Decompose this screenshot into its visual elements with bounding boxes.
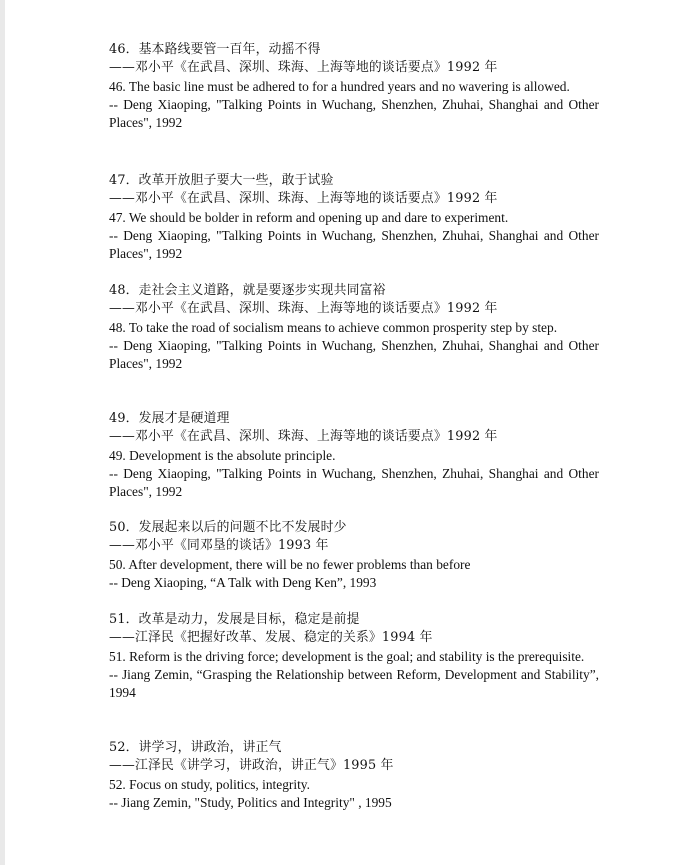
en-source: -- Deng Xiaoping, "Talking Points in Wuchang, Shenzhen, Zhuhai, Shanghai and Other Places", 1992 xyxy=(109,465,599,500)
en-source: -- Deng Xiaoping, "Talking Points in Wuchang, Shenzhen, Zhuhai, Shanghai and Other Places", 1992 xyxy=(109,337,599,372)
zh-title: 49．发展才是硬道理 xyxy=(109,411,230,426)
document-page xyxy=(5,0,693,865)
zh-source: ——邓小平《同邓垦的谈话》1993 年 xyxy=(109,538,329,554)
en-text: 50. After development, there will be no fewer problems than before xyxy=(109,556,471,572)
zh-source: ——江泽民《讲学习，讲政治，讲正气》1995 年 xyxy=(109,758,394,774)
en-text: 51. Reform is the driving force; development is the goal; and stability is the prerequisite. xyxy=(109,648,585,664)
zh-title: 52．讲学习，讲政治，讲正气 xyxy=(109,740,282,755)
en-text: 52. Focus on study, politics, integrity. xyxy=(109,776,310,792)
quote-entry-47 xyxy=(109,172,599,263)
zh-title: 47．改革开放胆子要大一些，敢于试验 xyxy=(109,173,334,188)
en-text: 46. The basic line must be adhered to for a hundred years and no wavering is allowed. xyxy=(109,78,570,94)
quote-entry-49 xyxy=(109,410,599,501)
zh-title: 46．基本路线要管一百年，动摇不得 xyxy=(109,42,321,57)
en-source: -- Jiang Zemin, “Grasping the Relationship between Reform, Development and Stability”, 1994 xyxy=(109,666,599,701)
zh-source: ——邓小平《在武昌、深圳、珠海、上海等地的谈话要点》1992 年 xyxy=(109,429,498,445)
en-source: -- Jiang Zemin, "Study, Politics and Integrity" , 1995 xyxy=(109,794,392,810)
en-source: -- Deng Xiaoping, “A Talk with Deng Ken”, 1993 xyxy=(109,574,377,590)
quote-entry-48 xyxy=(109,282,599,373)
zh-source: ——邓小平《在武昌、深圳、珠海、上海等地的谈话要点》1992 年 xyxy=(109,60,498,76)
zh-title: 51．改革是动力，发展是目标，稳定是前提 xyxy=(109,612,360,627)
en-text: 49. Development is the absolute principle. xyxy=(109,447,336,463)
quote-entry-51 xyxy=(109,611,599,702)
quote-entry-50 xyxy=(109,519,599,592)
en-source: -- Deng Xiaoping, "Talking Points in Wuchang, Shenzhen, Zhuhai, Shanghai and Other Places", 1992 xyxy=(109,96,599,131)
zh-source: ——邓小平《在武昌、深圳、珠海、上海等地的谈话要点》1992 年 xyxy=(109,191,498,207)
en-text: 47. We should be bolder in reform and opening up and dare to experiment. xyxy=(109,209,509,225)
zh-source: ——邓小平《在武昌、深圳、珠海、上海等地的谈话要点》1992 年 xyxy=(109,301,498,317)
quote-entry-46 xyxy=(109,41,599,132)
en-text: 48. To take the road of socialism means to achieve common prosperity step by step. xyxy=(109,319,558,335)
zh-title: 50．发展起来以后的问题不比不发展时少 xyxy=(109,520,347,535)
quote-entry-52 xyxy=(109,739,599,812)
zh-title: 48．走社会主义道路，就是要逐步实现共同富裕 xyxy=(109,283,386,298)
en-source: -- Deng Xiaoping, "Talking Points in Wuchang, Shenzhen, Zhuhai, Shanghai and Other Places", 1992 xyxy=(109,227,599,262)
zh-source: ——江泽民《把握好改革、发展、稳定的关系》1994 年 xyxy=(109,630,433,646)
